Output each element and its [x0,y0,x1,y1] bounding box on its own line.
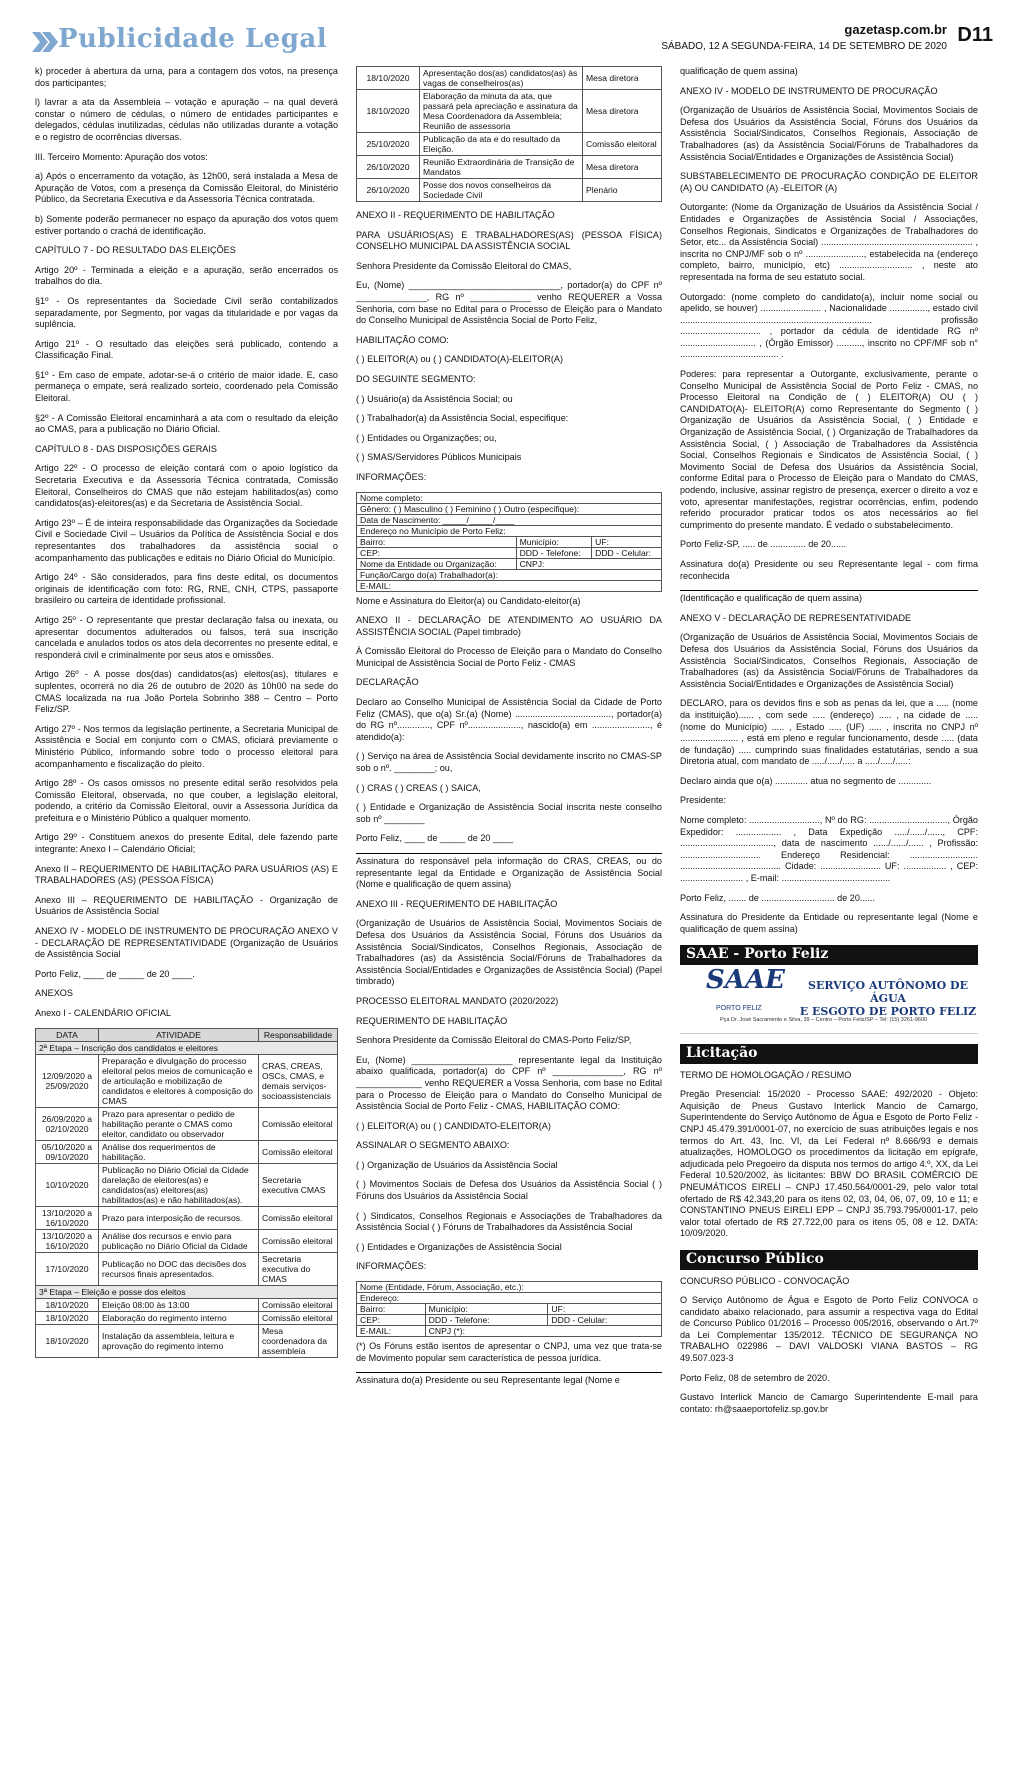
stage-heading: 3ª Etapa – Eleição e posse dos eleitos [36,1285,338,1298]
date-cell: 17/10/2020 [36,1252,99,1285]
date-cell: 18/10/2020 [36,1298,99,1311]
section-title: Publicidade Legal [58,24,328,54]
responsibility-cell: Comissão eleitoral [259,1229,338,1252]
date-cell: 13/10/2020 a 16/10/2020 [36,1229,99,1252]
paragraph: Senhora Presidente da Comissão Eleitoral do CMAS, [356,260,572,271]
paragraph: DECLARAÇÃO [356,677,419,688]
paragraph: CONCURSO PÚBLICO - CONVOCAÇÃO [680,1275,850,1286]
paragraph: §1º - Em caso de empate, adotar-se-á o critério de maior idade. E, caso permaneça o empate, será realizado sorteio, coordenado pela Comissão Eleitoral. [35,369,338,404]
paragraph: Anexo II – REQUERIMENTO DE HABILITAÇÃO PARA USUÁRIOS (AS) E TRABALHADORES (AS) (PESSOA FÍSICA) [35,863,338,886]
responsibility-cell: Mesa diretora [583,156,662,179]
form-field-label: Nome completo: [357,492,662,503]
form-row [357,514,662,525]
page-header [0,0,1011,64]
calendar-table-continued [356,66,662,202]
paragraph: k) proceder à abertura da urna, para a contagem dos votos, na presença dos participantes; [35,66,338,88]
paragraph: ( ) Sindicatos, Conselhos Regionais e Associações de Trabalhadores da Assistência Social ( ) Fóruns de Trabalhadores da Assistência Social [356,1210,662,1233]
form-table [356,492,662,592]
activity-cell: Prazo para apresentar o pedido de habilitação perante o CMAS como eleitor, candidato ou observador [99,1107,259,1140]
date-cell: 12/09/2020 a 25/09/2020 [36,1054,99,1107]
paragraph: Anexo I - CALENDÁRIO OFICIAL [35,1008,171,1018]
paragraph: (Organização de Usuários de Assistência Social, Movimentos Sociais de Defesa dos Usuários da Assistência Social, Fóruns dos Usuários da Assistência Social/Sindicatos, Conselhos Regionais, Associação de Trabalhadores (as) da Assistência Social/Fóruns de Trabalhadores da Assistência Social/Entidades e Organizações de Assistência Social) [680,105,978,162]
paragraph: a) Após o encerramento da votação, às 12h00, será instalada a Mesa de Apuração de Votos, com a presença da Comissão Eleitoral, do Ministério Público, da Secretaria Executiva e da Assessoria Técnica contratada. [35,171,338,205]
paragraph: ( ) Organização de Usuários da Assistência Social [356,1159,558,1170]
calendar-table [35,1028,338,1358]
paragraph: Assinatura do responsável pela informação do CRAS, CREAS, ou do representante legal da Entidade e Organização de Assistência Social (Nome e qualificação de quem assina) [356,856,662,890]
table-row [357,179,662,202]
paragraph: Nome completo: ............................, Nº do RG: ..............................., Órgão Expedidor: .................. , Data Expedição ...../....../......, CPF: ....................................., data de nascimento ....../....../...... , Profissão: ................................ Endereço Residencial: ........................... ........................................ Cidade: ........................ UF: ................. , CEP: ......................... , E-mail: ........................................... [680,815,978,884]
table-row [36,1252,338,1285]
table-row [357,133,662,156]
form-field-label: Bairro: [357,536,517,547]
column-1 [35,66,338,1358]
paragraph: Porto Feliz-SP, ..... de .............. de 20...... [680,539,847,550]
form-row [357,536,662,547]
column-3 [680,66,978,1423]
form-field-label: CNPJ (*): [425,1326,661,1337]
paragraph: Eu, (Nome) ____________________ representante legal da Instituição abaixo qualificada, portador(a) do CPF nº ______________, RG nº _____________ venho REQUERER a Vossa Senhoria, com base no Edital para o Processo de Eleição para o Mandato do Conselho Municipal de Assistência Social de Porto Feliz - CMAS, HABILITAÇÃO COMO: [356,1054,662,1112]
paragraph: O Serviço Autônomo de Água e Esgoto de Porto Feliz CONVOCA o candidato abaixo relacionado, para assumir a respectiva vaga do Edital de Concurso Público 01/2016 – Processo 005/2016, observando o Art.7º da Lei Complementar 135/2012. TÉCNICO DE SEGURANÇA NO TRABALHO 022986 – DAVI VALDOSKI VIANA BASTOS – RG 49.507.023-3 [680,1295,978,1364]
paragraph: ANEXO III - REQUERIMENTO DE HABILITAÇÃO [356,898,558,909]
table-row [36,1163,338,1206]
paragraph: Artigo 21º - O resultado das eleições será publicado, contendo a Classificação Final. [35,338,338,361]
paragraph: Porto Feliz, ____ de _____ de 20 ____ [356,833,514,844]
form-field-label: E-MAIL: [357,1326,426,1337]
paragraph: Artigo 26º - A posse dos(das) candidatos(as) eleitos(as), titulares e suplentes, ocorrerá no dia 26 de outubro de 2020 às 10h00 na sede do CMAS localizada na rua João Portela Sobrinho 388 – Centro – Porto Feliz/SP. [35,669,338,715]
paragraph: Porto Feliz, ....... de ............................. de 20...... [680,892,876,903]
responsibility-cell: Comissão eleitoral [259,1311,338,1324]
activity-cell: Análise dos recursos e envio para publicação no Diário Oficial da Cidade [99,1229,259,1252]
date-cell: 25/10/2020 [357,133,420,156]
paragraph: HABILITAÇÃO COMO: [356,334,449,345]
site-name: gazetasp.com.br [844,22,947,37]
saae-logo-subtitle: PORTO FELIZ [716,1005,762,1012]
saae-name-line-1: SERVIÇO AUTÔNOMO DE ÁGUA [808,979,968,1005]
paragraph: Gustavo Interlick Mancio de Camargo Superintendente E-mail para contato: rh@saaeportofeliz.sp.gov.br [680,1392,978,1414]
form-row [357,503,662,514]
activity-cell: Posse dos novos conselheiros da Sociedade Civil [420,179,583,202]
form-row [357,558,662,569]
form-row [357,492,662,503]
stage-row [36,1041,338,1054]
form-row [357,525,662,536]
form-field-label: Nome (Entidade, Fórum, Associação, etc.): [357,1282,662,1293]
paragraph: b) Somente poderão permanecer no espaço da apuração dos votos quem estiver portando o crachá de identificação. [35,213,338,236]
licitacao-section-bar: Licitação [680,1044,978,1064]
form-field-label: Endereço: [357,1293,662,1304]
form-field-label: CNPJ: [516,558,661,569]
paragraph: ( ) ELEITOR(A) ou ( ) CANDIDATO-ELEITOR(A) [356,1120,551,1131]
paragraph: ANEXO V - DECLARAÇÃO DE REPRESENTATIVIDADE [680,612,912,623]
signature-line [356,1372,662,1373]
responsibility-cell: CRAS, CREAS, OSCs, CMAS, e demais serviços-socioassistenciais [259,1054,338,1107]
responsibility-cell: Secretaria executiva CMAS [259,1163,338,1206]
activity-cell: Elaboração da minuta da ata, que passará pela apreciação e assinatura da Mesa Coordenadora da Assembleia; Reunião de assessoria [420,90,583,133]
table-row [36,1298,338,1311]
paragraph: ( ) Movimentos Sociais de Defesa dos Usuários da Assistência Social ( ) Fóruns dos Usuários da Assistência Social [356,1179,662,1202]
paragraph: Assinatura do(a) Presidente ou seu Representante legal (Nome e [356,1375,620,1386]
paragraph: ( ) SMAS/Servidores Públicos Municipais [356,452,522,463]
paragraph: Artigo 29º - Constituem anexos do presente Edital, dele fazendo parte integrante: Anexo I – Calendário Oficial; [35,832,338,855]
responsibility-cell: Mesa diretora [583,67,662,90]
signature-line [680,590,978,591]
paragraph: ( ) Entidades ou Organizações; ou, [356,432,497,443]
saae-section-bar: SAAE - Porto Feliz [680,945,978,965]
table-row [36,1229,338,1252]
paragraph: Assinatura do Presidente da Entidade ou representante legal (Nome e qualificação de quem assina) [680,912,978,934]
paragraph: CAPÍTULO 7 - DO RESULTADO DAS ELEIÇÕES [35,245,236,256]
paragraph: ANEXO IV - MODELO DE INSTRUMENTO DE PROCURAÇÃO ANEXO V - DECLARAÇÃO DE REPRESENTATIVIDADE (Organização de Usuários de Assistência Social [35,926,338,960]
paragraph: ( ) CRAS ( ) CREAS ( ) SAICA, [356,782,481,793]
table-header-row [36,1028,338,1041]
paragraph: DECLARO, para os devidos fins e sob as penas da lei, que a ..... (nome da instituição)...... , com sede ..... (endereço) ..... , na cidade de ..... (nome do Município) ..... , Estado ..... (UF) ..... , inscrita no CNPJ nº ....................... , está em pleno e regular funcionamento, desde ..... (data de fundação) ..... cumprindo suas finalidades estatutárias, sendo a sua Diretoria atual, com mandato de ...../...../..... a ...../...../.....: [680,698,978,767]
table-row [36,1311,338,1324]
date-cell: 26/09/2020 a 02/10/2020 [36,1107,99,1140]
form-field-label: UF: [548,1304,662,1315]
form-field-label: Endereço no Município de Porto Feliz: [357,525,662,536]
form-field-label: Gênero: ( ) Masculino ( ) Feminino ( ) Outro (especifique): [357,503,662,514]
form-field-label: UF: [592,536,662,547]
paragraph: (Identificação e qualificação de quem assina) [680,593,862,604]
paragraph: §2º - A Comissão Eleitoral encaminhará a ata com o resultado da eleição ao CMAS, para a publicação no Diário Oficial. [35,412,338,435]
stage-row [36,1285,338,1298]
paragraph: Porto Feliz, 08 de setembro de 2020. [680,1372,830,1383]
table-row [357,156,662,179]
paragraph: ( ) Entidades e Organizações de Assistência Social [356,1241,562,1252]
paragraph: ANEXO II - REQUERIMENTO DE HABILITAÇÃO [356,210,555,220]
responsibility-cell: Comissão eleitoral [259,1206,338,1229]
responsibility-cell: Mesa coordenadora da assembleia [259,1324,338,1357]
paragraph: ANEXOS [35,988,73,999]
column-header: Responsabilidade [259,1028,338,1041]
table-row [36,1140,338,1163]
activity-cell: Publicação no Diário Oficial da Cidade darelação de eleitores(as) e candidatos(as) eleitores(as) habilitados(as) e não habilitados(as). [99,1163,259,1206]
activity-cell: Instalação da assembleia, leitura e aprovação do regimento interno [99,1324,259,1357]
form-row [357,580,662,591]
paragraph: CAPÍTULO 8 - DAS DISPOSIÇÕES GERAIS [35,443,217,454]
paragraph: INFORMAÇÕES: [356,1261,427,1272]
form-row [357,547,662,558]
table-row [36,1206,338,1229]
paragraph: qualificação de quem assina) [680,66,798,76]
paragraph: Artigo 24º - São considerados, para fins deste edital, os documentos originais de identificação com foto: RG, RNE, CNH, CTPS, passaporte brasileiro ou carteira de identidade profissional. [35,572,338,606]
paragraph: §1º - Os representantes da Sociedade Civil serão contabilizados separadamente, por Segmento, por vagas da titularidade e por vagas da suplência. [35,295,338,330]
paragraph: (Organização de Usuários de Assistência Social, Movimentos Sociais de Defesa dos Usuários da Assistência Social, Fóruns dos Usuários da Assistência Social/Sindicatos, Conselhos Regionais, Associação de Trabalhadores (as) da Assistência Social/Fóruns de Trabalhadores da Assistência Social/Entidades e Organizações de Assistência Social) [680,632,978,689]
form-row [357,1326,662,1337]
form-row [357,569,662,580]
table-row [357,67,662,90]
form-field-label: DDD - Celular: [592,547,662,558]
paragraph: Artigo 20º - Terminada a eleição e a apuração, serão encerrados os trabalhos do dia. [35,264,338,287]
paragraph: Artigo 25º - O representante que prestar declaração falsa ou inexata, ou apresentar documentos adulterados ou falsos, terá sua inscrição cancelada e anulados todos os atos dela decorrentes no presente edital, e responderá civil e criminalmente por seus atos e omissões. [35,614,338,660]
paragraph: REQUERIMENTO DE HABILITAÇÃO [356,1015,508,1026]
paragraph: ( ) Trabalhador(a) da Assistência Social, especifique: [356,413,569,424]
paragraph: Eu, (Nome) ______________________________, portador(a) do CPF nº ______________, RG nº ____________ venho REQUERER a Vossa Senhoria, com base no Edital para o Processo de Eleição para o Mandato do Conselho Municipal de Assistência Social de Porto Feliz, [356,280,662,326]
edition-date: SÁBADO, 12 A SEGUNDA-FEIRA, 14 DE SETEMBRO DE 2020 [661,41,947,52]
form-field-label: Bairro: [357,1304,426,1315]
date-cell: 18/10/2020 [36,1324,99,1357]
form-row [357,1315,662,1326]
double-chevron-icon [32,30,58,54]
paragraph: À Comissão Eleitoral do Processo de Eleição para o Mandato do Conselho Municipal de Assistência Social de Porto Feliz - CMAS [356,646,662,668]
responsibility-cell: Plenário [583,179,662,202]
table-row [357,90,662,133]
paragraph: DO SEGUINTE SEGMENTO: [356,373,476,384]
form-field-label: Nome da Entidade ou Organização: [357,558,517,569]
activity-cell: Reunião Extraordinária de Transição de Mandatos [420,156,583,179]
responsibility-cell: Mesa diretora [583,90,662,133]
date-cell: 26/10/2020 [357,156,420,179]
column-2 [356,66,662,1395]
paragraph: Nome e Assinatura do Eleitor(a) ou Candidato-eleitor(a) [356,595,581,606]
form-field-label: DDD - Telefone: [425,1315,548,1326]
date-cell: 18/10/2020 [357,67,420,90]
column-header: ATIVIDADE [99,1028,259,1041]
responsibility-cell: Secretaria executiva do CMAS [259,1252,338,1285]
activity-cell: Preparação e divulgação do processo eleitoral pelos meios de comunicação e de articulação e mobilização de candidatos e eleitores à composição do CMAS [99,1054,259,1107]
stage-heading: 2ª Etapa – Inscrição dos candidatos e eleitores [36,1041,338,1054]
form-field-label: Data de Nascimento: _____/_____/____ [357,514,662,525]
concurso-section-bar: Concurso Público [680,1250,978,1270]
table-row [36,1324,338,1357]
form-row [357,1293,662,1304]
date-cell: 18/10/2020 [36,1311,99,1324]
saae-logo-name [798,979,978,1018]
paragraph: Declaro ao Conselho Municipal de Assistência Social da Cidade de Porto Feliz (CMAS), que o(a) Sr.(a) (Nome) ......................................, portador(a) do RG nº............., CPF nº....................., nascido(a) em ......................., é atendido(a): [356,697,662,742]
saae-name-line-2: E ESGOTO DE PORTO FELIZ [799,1005,977,1018]
paragraph: l) lavrar a ata da Assembleia – votação e apuração – na qual deverá constar o número de cédulas, o número de entidades participantes e delegados, cédulas inutilizadas, cédulas não utilizadas durante a votação e o registro de ocorrências diversas. [35,97,338,142]
paragraph: Outorgado: (nome completo do candidato(a), incluir nome social ou apelido, se houver) ........................ , Nacionalidade ..............., estado civil ............................................................................ profissão ................................ , portador da cédula de identidade RG nº .............................. , (Órgão Emissor) .........., inscrito no CPF/MF sob n° ....................................... . [680,291,978,360]
activity-cell: Eleição 08:00 às 13:00 [99,1298,259,1311]
paragraph: Senhora Presidente da Comissão Eleitoral do CMAS-Porto Feliz/SP, [356,1035,632,1046]
responsibility-cell: Comissão eleitoral [259,1298,338,1311]
table-row [36,1054,338,1107]
page-number: D11 [957,24,993,46]
paragraph: Poderes: para representar a Outorgante, exclusivamente, perante o Conselho Municipal de Assistência Social de Porto Feliz - CMAS, no Processo Eleitoral na Condição de ( ) ELEITOR(A) OU ( ) CANDIDATO(A)- ELEITOR(A) como Representante do Segmento ( ) Organização de Usuários da Assistência Social, ( ) Entidade e Organização de Assistência Social, ( ) Organização de Trabalhadores da Assistência Social, ( ) Associação de Trabalhadores da Assistência Social, Conselhos Regionais e Sindicatos de Assistência Social, ( ) Movimento Social de Defesa dos Usuários da Assistência Social, conforme Edital para o Processo de Eleição para o Mandato do CMAS, podendo, inclusive, assinar registro de presença, exercer o direito a voz e voto, apresentar manifestações, registrar ocorrências, enfim, podendo referido procurador praticar todos os atos necessários ao fiel cumprimento do presente mandato. É vedado o substabelecimento. [680,369,978,530]
paragraph: Artigo 23º – É de inteira responsabilidade das Organizações da Sociedade Civil e Sociedade Civil – Usuários da Política de Assistência Social e dos representantes dos trabalhadores da assistência social o acompanhamento das publicações e editais no Diário Oficial do Município. [35,517,338,563]
saae-logo [680,965,978,1034]
activity-cell: Elaboração do regimento interno [99,1311,259,1324]
form-row [357,1282,662,1293]
paragraph: ANEXO II - DECLARAÇÃO DE ATENDIMENTO AO USUÁRIO DA ASSISTÊNCIA SOCIAL (Papel timbrado) [356,615,662,637]
paragraph: Assinatura do(a) Presidente ou seu Representante legal - com firma reconhecida [680,558,978,581]
date-cell: 13/10/2020 a 16/10/2020 [36,1206,99,1229]
paragraph: Porto Feliz, ____ de _____ de 20 ____. [35,968,195,979]
paragraph: ( ) Serviço na área de Assistência Social devidamente inscrito no CMAS-SP sob o nº. ________; ou, [356,751,662,774]
column-header: DATA [36,1028,99,1041]
paragraph: SUBSTABELECIMENTO DE PROCURAÇÃO CONDIÇÃO DE ELEITOR (A) OU CANDIDATO (A) -ELEITOR (A) [680,171,978,193]
saae-logo-mark: SAAE [706,965,785,995]
saae-address: Pça Dr. José Sacramento e Silva, 39 – Centro – Porto Feliz/SP – Tel: (15) 3261-9600 [720,1017,928,1023]
paragraph: Artigo 27º - Nos termos da legislação pertinente, a Secretaria Municipal de Assistência e Social em conjunto com o CMAS, oficiará previamente o Ministério Público, informando sobre todo o processo eleitoral para acompanhamento e fiscalização do pleito. [35,723,338,769]
paragraph: Artigo 22º - O processo de eleição contará com o apoio logístico da Secretaria Executiva e da Assessoria Técnica contratada, Comissão Eleitoral, Conselheiros do CMAS que não estejam habilitados(as) como candidatos(as)-eleitores(as) e da Secretaria de Assistência Social. [35,463,338,509]
paragraph: Presidente: [680,795,727,806]
form-field-label: E-MAIL: [357,580,662,591]
form-field-label: Função/Cargo do(a) Trabalhador(a): [357,569,662,580]
form-field-label: DDD - Telefone: [516,547,592,558]
paragraph: III. Terceiro Momento: Apuração dos votos: [35,151,208,162]
table-row [36,1107,338,1140]
date-cell: 26/10/2020 [357,179,420,202]
date-cell: 10/10/2020 [36,1163,99,1206]
responsibility-cell: Comissão eleitoral [259,1107,338,1140]
form-table [356,1281,662,1337]
activity-cell: Publicação da ata e do resultado da Eleição. [420,133,583,156]
date-cell: 05/10/2020 a 09/10/2020 [36,1140,99,1163]
form-row [357,1304,662,1315]
paragraph: Outorgante: (Nome da Organização de Usuários da Assistência Social / Entidades e Organizações de Assistência Social / Associações, Conselhos Regionais, Sindicatos e Organizações de Trabalhadores do Setor, etc... da Assistência Social) ............................................................ , inscrita no CNPJ/MF sob o nº ......................., estabelecida na (endereço completo, bairro, município, etc) ............................. , neste ato representada na forma de seu estatuto social. [680,202,978,282]
paragraph: Declaro ainda que o(a) ............. atua no segmento de ............. [680,775,932,786]
form-field-label: DDD - Celular: [548,1315,662,1326]
activity-cell: Apresentação dos(as) candidatos(as) às vagas de conselheiros(as) [420,67,583,90]
activity-cell: Análise dos requerimentos de habilitação. [99,1140,259,1163]
activity-cell: Publicação no DOC das decisões dos recursos finais apresentados. [99,1252,259,1285]
paragraph: INFORMAÇÕES: [356,471,427,482]
responsibility-cell: Comissão eleitoral [259,1140,338,1163]
paragraph: TERMO DE HOMOLOGAÇÃO / RESUMO [680,1069,852,1080]
paragraph: Artigo 28º - Os casos omissos no presente edital serão resolvidos pela Comissão Eleitoral, observada, no que couber, a legislação eleitoral, podendo, a critério da Comissão Eleitoral, ouvir a Assessoria Jurídica da prefeitura e o Ministério Público a qualquer momento. [35,778,338,823]
signature-line [356,853,662,854]
paragraph: Anexo III – REQUERIMENTO DE HABILITAÇÃO - Organização de Usuários de Assistência Social [35,894,338,917]
paragraph: Pregão Presencial: 15/2020 - Processo SAAE: 492/2020 - Objeto: Aquisição de Pneus Gustavo Interlick Mancio de Camargo, Superintendente do Serviço Autônomo de Água e Esgoto de Porto Feliz - CNPJ 45.479.391/0001-07, no exercício de suas atribuições legais e nos termos do Art. 43, Inc. VI, da Lei Federal nº 8.666/93 e demais atualizações, HOMOLOGO os procedimentos da licitação em epígrafe, adjudicada pelo Pregoeiro da disputa nos termos do artigo 4.º, XX, da Lei Federal 10.520/2002, às licitantes: BBW DO BRASIL COMÉRCIO DE PNEUMÁTICOS EIRELI – CNPJ 17.450.564/0001-29, pelo valor total ofertado de R$ 42.343,20 para os itens 02, 03, 04, 06, 07, 09, 10 e 11; e CONSTANTINO PNEUS EIRELI EPP – CNPJ 35.793.795/0001-17, pelo valor total ofertado de R$ 27.722,00 para os itens 05, 08 e 12. DATA: 10/09/2020. [680,1089,978,1239]
form-field-label: Município: [516,536,592,547]
paragraph: (Organização de Usuários de Assistência Social, Movimentos Sociais de Defesa dos Usuários da Assistência Social, Fóruns dos Usuários da Assistência Social/Sindicatos, Conselhos Regionais, Associação de Trabalhadores (as) da Assistência Social/Fóruns de Trabalhadores da Assistência Social/Entidades e Organizações de Assistência Social) (Papel timbrado) [356,918,662,987]
paragraph: ASSINALAR O SEGMENTO ABAIXO: [356,1140,510,1151]
paragraph: ( ) Usuário(a) da Assistência Social; ou [356,393,513,404]
paragraph: (*) Os Fóruns estão isentos de apresentar o CNPJ, uma vez que trata-se de Movimento popular sem característica de pessoa jurídica. [356,1341,662,1363]
form-field-label: CEP: [357,1315,426,1326]
paragraph: ( ) ELEITOR(A) ou ( ) CANDIDATO(A)-ELEITOR(A) [356,354,563,365]
paragraph: ( ) Entidade e Organização de Assistência Social inscrita neste conselho sob nº ________ [356,802,662,824]
paragraph: ANEXO IV - MODELO DE INSTRUMENTO DE PROCURAÇÃO [680,85,938,96]
form-field-label: CEP: [357,547,517,558]
activity-cell: Prazo para interposição de recursos. [99,1206,259,1229]
form-field-label: Município: [425,1304,548,1315]
date-cell: 18/10/2020 [357,90,420,133]
responsibility-cell: Comissão eleitoral [583,133,662,156]
paragraph: PROCESSO ELEITORAL MANDATO (2020/2022) [356,995,559,1006]
paragraph: PARA USUÁRIOS(AS) E TRABALHADORES(AS) (PESSOA FÍSICA) CONSELHO MUNICIPAL DA ASSISTÊNCIA SOCIAL [356,229,662,252]
